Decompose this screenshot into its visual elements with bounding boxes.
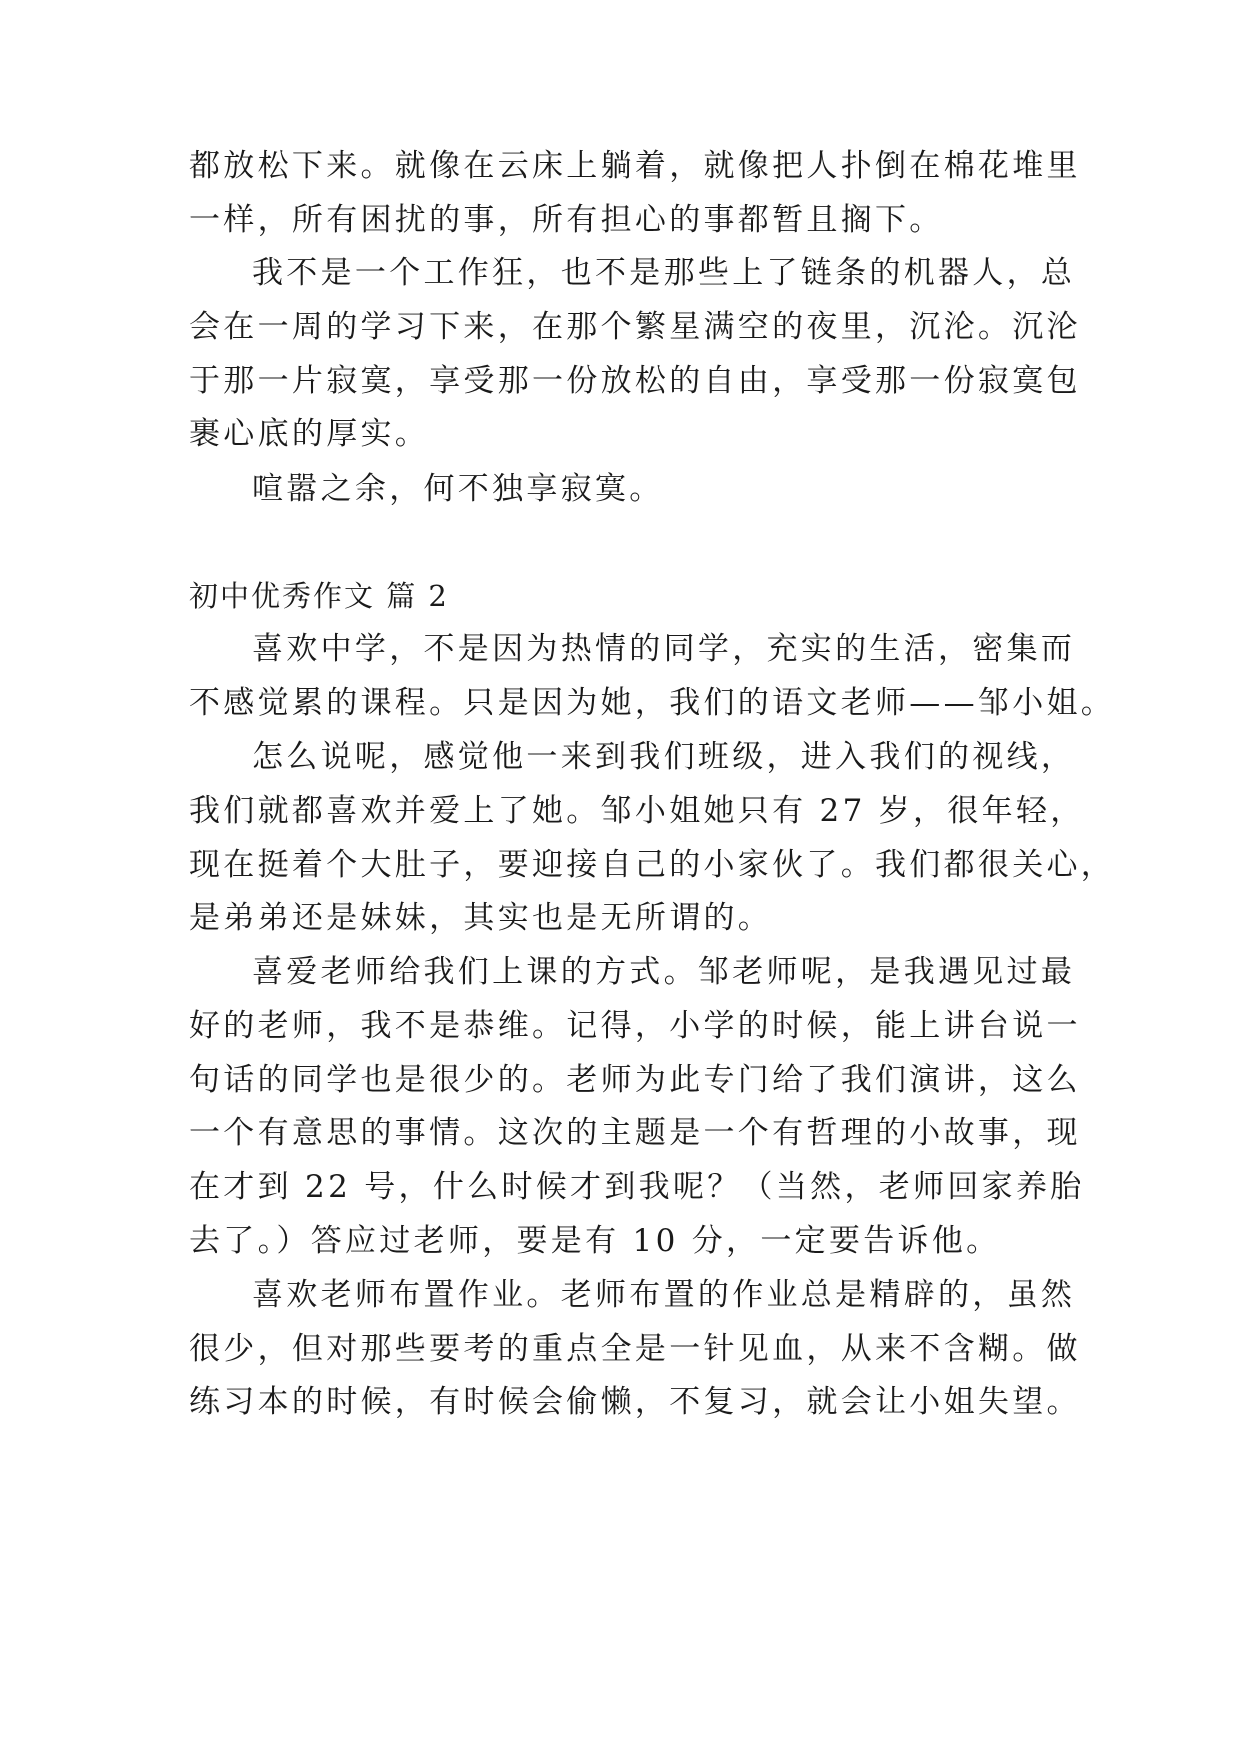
text-line: 一样，所有困扰的事，所有担心的事都暂且搁下。 — [189, 202, 944, 238]
text-line: 现在挺着个大肚子，要迎接自己的小家伙了。我们都很关心， — [189, 847, 1116, 883]
text-line: 裹心底的厚实。 — [189, 416, 430, 452]
text-line: 喜爱老师给我们上课的方式。邹老师呢，是我遇见过最 — [252, 954, 1076, 990]
text-line: 喜欢中学，不是因为热情的同学，充实的生活，密集而 — [252, 631, 1076, 667]
text-line: 我不是一个工作狂，也不是那些上了链条的机器人，总 — [252, 255, 1076, 291]
text-line: 句话的同学也是很少的。老师为此专门给了我们演讲，这么 — [189, 1062, 1081, 1098]
text-line: 喧嚣之余，何不独享寂寞。 — [252, 471, 664, 507]
text-line: 在才到 22 号，什么时候才到我呢？（当然，老师回家养胎 — [189, 1169, 1085, 1205]
text-line: 于那一片寂寞，享受那一份放松的自由，享受那一份寂寞包 — [189, 363, 1081, 399]
text-line: 是弟弟还是妹妹，其实也是无所谓的。 — [189, 900, 773, 936]
text-line: 会在一周的学习下来，在那个繁星满空的夜里，沉沦。沉沦 — [189, 309, 1081, 345]
text-line: 一个有意思的事情。这次的主题是一个有哲理的小故事，现 — [189, 1115, 1081, 1151]
text-line: 不感觉累的课程。只是因为她，我们的语文老师——邹小姐。 — [189, 685, 1116, 721]
text-line: 好的老师，我不是恭维。记得，小学的时候，能上讲台说一 — [189, 1008, 1081, 1044]
text-line: 喜欢老师布置作业。老师布置的作业总是精辟的，虽然 — [252, 1277, 1076, 1313]
text-line: 我们就都喜欢并爱上了她。邹小姐她只有 27 岁，很年轻， — [189, 793, 1085, 829]
section-heading: 初中优秀作文 篇 2 — [189, 579, 449, 613]
text-line: 怎么说呢，感觉他一来到我们班级，进入我们的视线， — [252, 739, 1076, 775]
text-line: 去了。）答应过老师，要是有 10 分，一定要告诉他。 — [189, 1223, 1001, 1259]
text-line: 练习本的时候，有时候会偷懒，不复习，就会让小姐失望。 — [189, 1384, 1081, 1420]
text-line: 很少，但对那些要考的重点全是一针见血，从来不含糊。做 — [189, 1331, 1081, 1367]
text-line: 都放松下来。就像在云床上躺着，就像把人扑倒在棉花堆里 — [189, 148, 1081, 184]
